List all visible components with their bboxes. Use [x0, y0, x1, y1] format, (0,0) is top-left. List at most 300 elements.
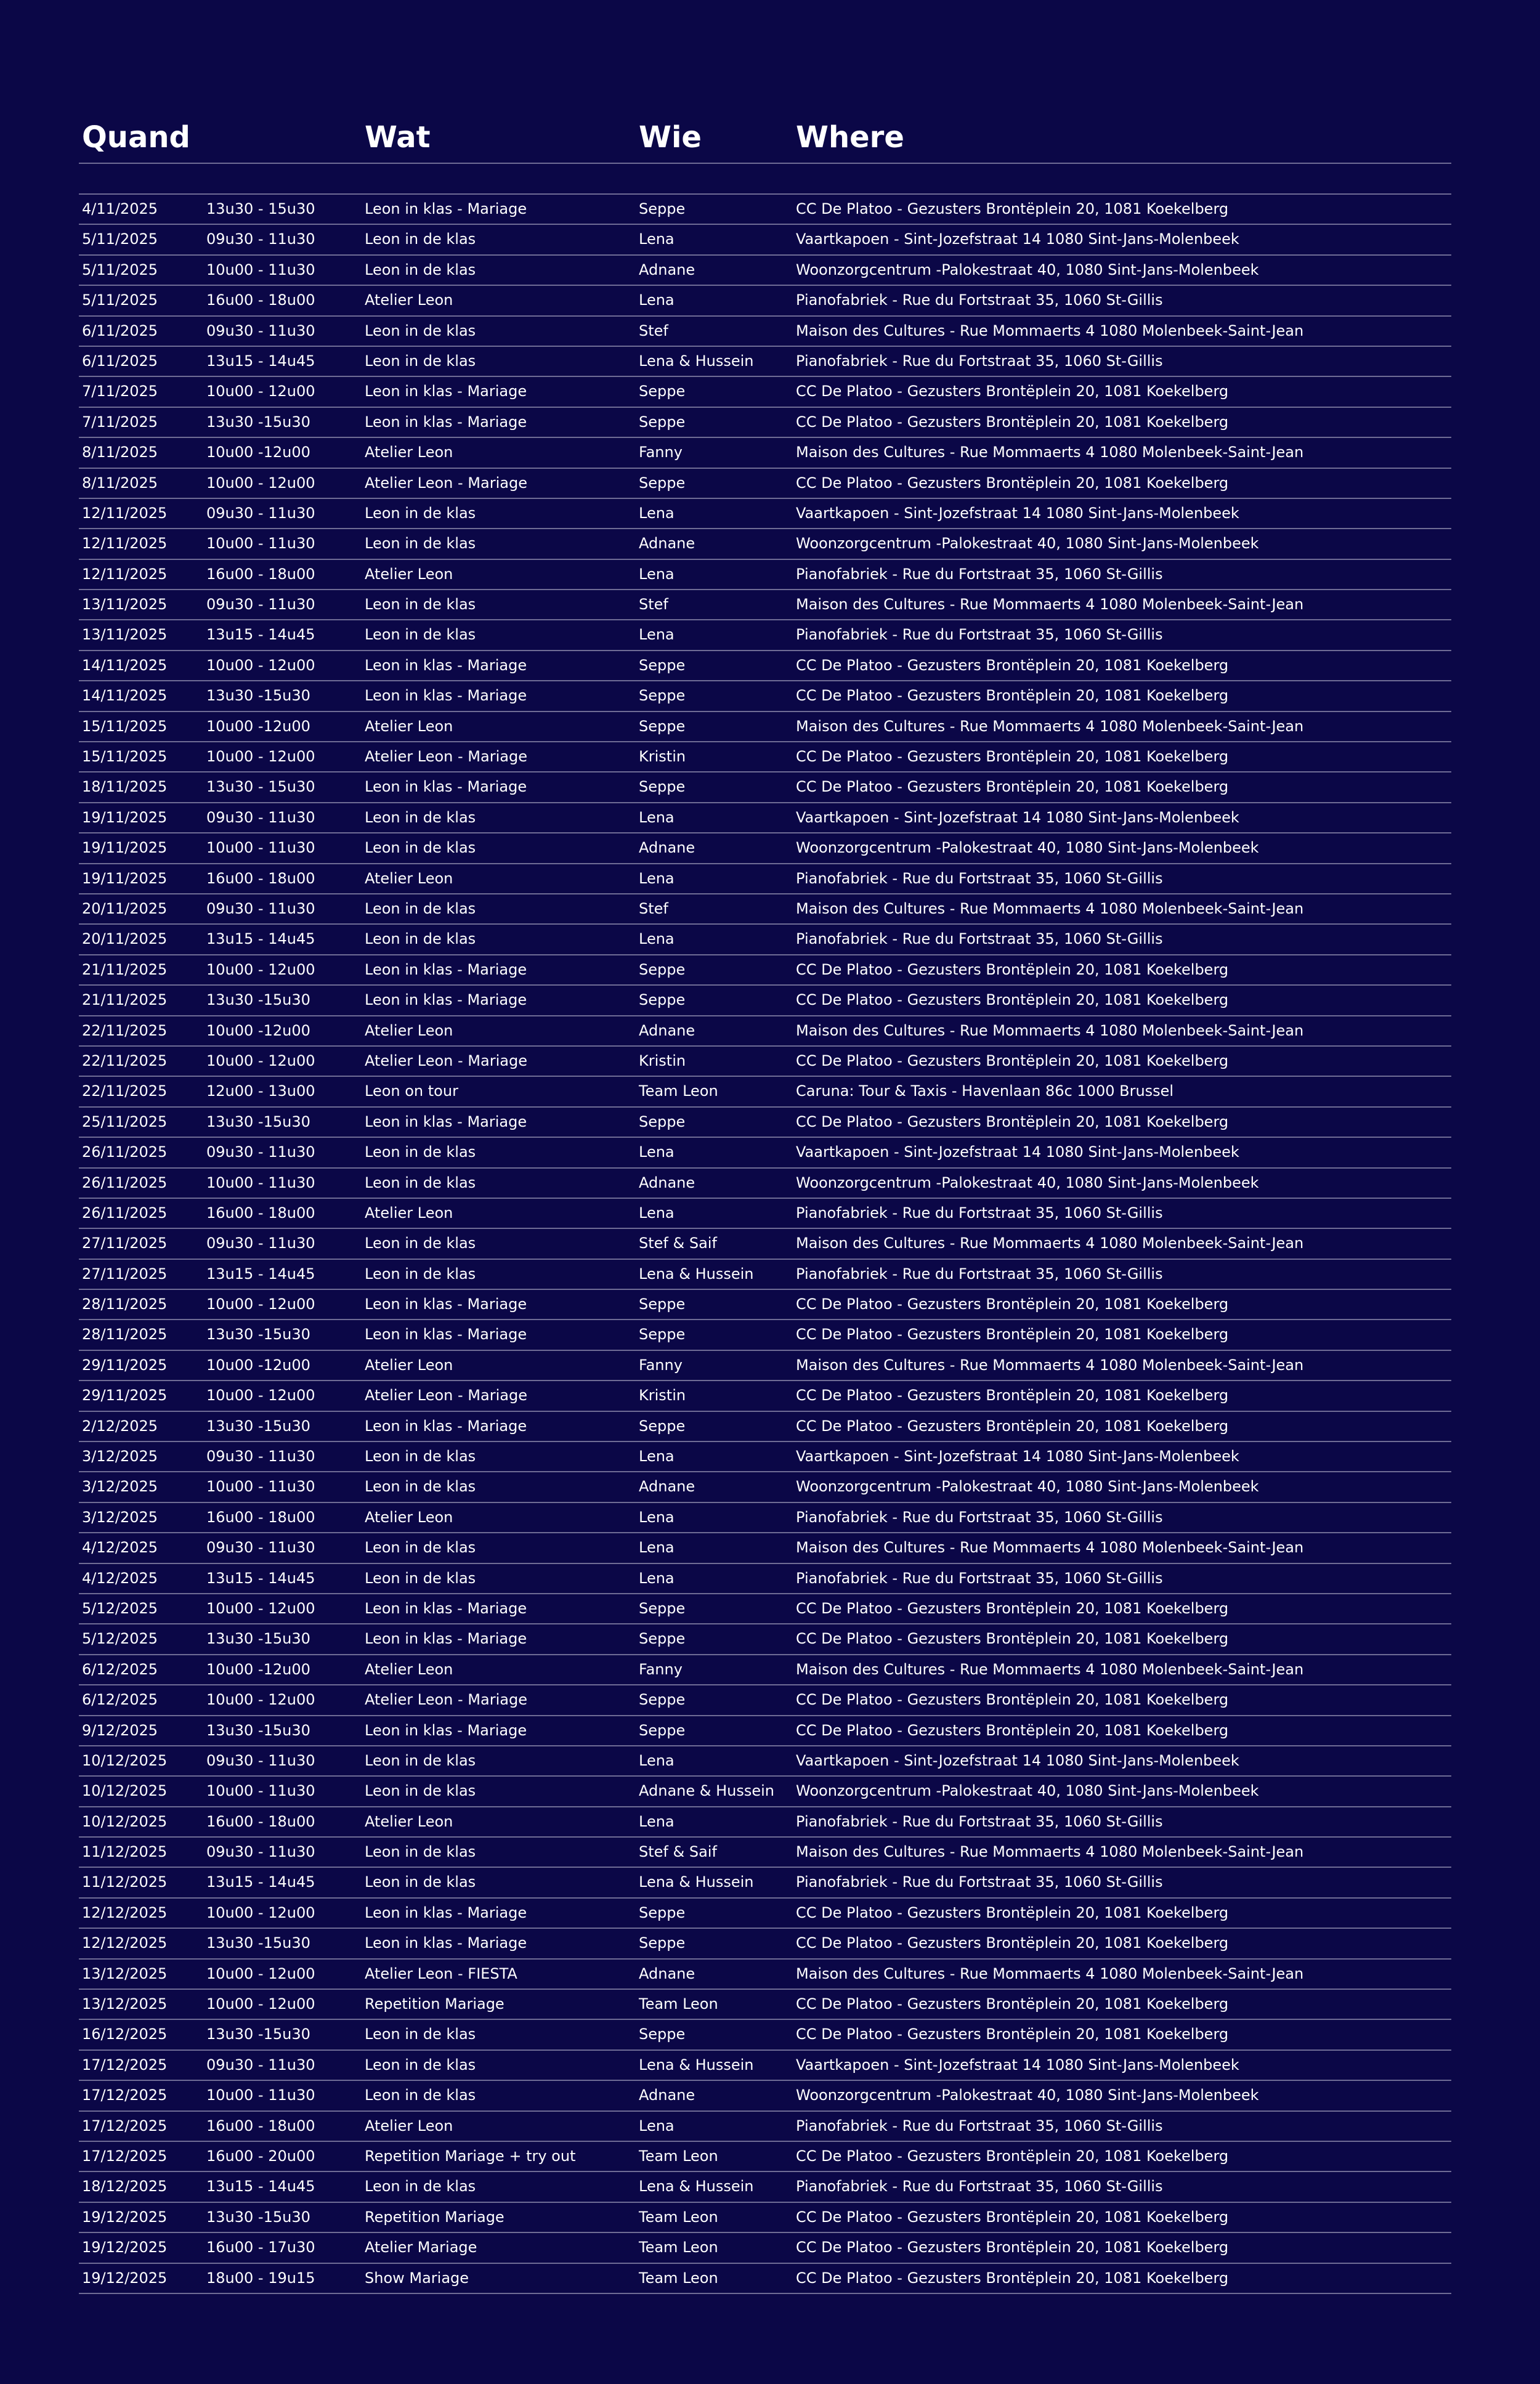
cell-time: 13u30 -15u30 [206, 413, 310, 431]
cell-wie: Seppe [639, 717, 686, 735]
cell-date: 29/11/2025 [82, 1356, 168, 1374]
cell-where: Woonzorgcentrum -Palokestraat 40, 1080 Sint-Jans-Molenbeek [796, 1174, 1259, 1191]
cell-wat: Atelier Leon [365, 717, 453, 735]
cell-wie: Stef [639, 596, 668, 614]
cell-wie: Stef & Saif [639, 1235, 717, 1252]
cell-date: 15/11/2025 [82, 748, 168, 766]
cell-date: 9/12/2025 [82, 1721, 158, 1739]
cell-date: 17/12/2025 [82, 2056, 168, 2074]
table-row [79, 286, 1451, 316]
cell-time: 10u00 - 11u30 [206, 261, 315, 278]
cell-date: 19/12/2025 [82, 2269, 168, 2287]
cell-time: 16u00 - 18u00 [206, 1204, 315, 1222]
cell-date: 3/12/2025 [82, 1478, 158, 1496]
table-row [79, 986, 1451, 1016]
cell-wie: Seppe [639, 1599, 686, 1617]
cell-wie: Stef [639, 322, 668, 339]
table-row [79, 2142, 1451, 2172]
cell-date: 19/12/2025 [82, 2239, 168, 2256]
cell-where: CC De Platoo - Gezusters Brontëplein 20, 1081 Koekelberg [796, 1295, 1229, 1313]
cell-where: CC De Platoo - Gezusters Brontëplein 20, 1081 Koekelberg [796, 2208, 1229, 2226]
cell-wie: Seppe [639, 413, 686, 431]
table-row [79, 1503, 1451, 1533]
cell-time: 09u30 - 11u30 [206, 1843, 315, 1861]
cell-where: CC De Platoo - Gezusters Brontëplein 20, 1081 Koekelberg [796, 200, 1229, 217]
table-row [79, 1351, 1451, 1381]
cell-where: Maison des Cultures - Rue Mommaerts 4 1080 Molenbeek-Saint-Jean [796, 444, 1304, 461]
cell-wie: Seppe [639, 474, 686, 492]
cell-wie: Seppe [639, 1326, 686, 1344]
cell-where: Maison des Cultures - Rue Mommaerts 4 1080 Molenbeek-Saint-Jean [796, 1021, 1304, 1039]
cell-wat: Atelier Leon [365, 2117, 453, 2135]
table-row [79, 1442, 1451, 1472]
cell-time: 16u00 - 18u00 [206, 2117, 315, 2135]
cell-date: 12/11/2025 [82, 565, 168, 583]
cell-wie: Lena [639, 2117, 675, 2135]
cell-time: 10u00 - 12u00 [206, 656, 315, 674]
cell-wat: Atelier Leon [365, 565, 453, 583]
cell-wie: Lena [639, 504, 675, 522]
cell-where: Vaartkapoen - Sint-Jozefstraat 14 1080 Sint-Jans-Molenbeek [796, 1448, 1239, 1466]
cell-where: CC De Platoo - Gezusters Brontëplein 20, 1081 Koekelberg [796, 1417, 1229, 1435]
cell-wie: Seppe [639, 1904, 686, 1921]
cell-time: 16u00 - 17u30 [206, 2239, 315, 2256]
cell-time: 13u30 -15u30 [206, 2208, 310, 2226]
cell-date: 19/12/2025 [82, 2208, 168, 2226]
cell-time: 10u00 -12u00 [206, 717, 310, 735]
cell-where: Maison des Cultures - Rue Mommaerts 4 1080 Molenbeek-Saint-Jean [796, 322, 1304, 339]
cell-wat: Leon in klas - Mariage [365, 687, 527, 705]
cell-wie: Lena [639, 930, 675, 948]
cell-wie: Lena [639, 626, 675, 644]
cell-date: 5/12/2025 [82, 1630, 158, 1648]
cell-wat: Leon in klas - Mariage [365, 656, 527, 674]
cell-date: 6/12/2025 [82, 1691, 158, 1709]
cell-wie: Kristin [639, 1387, 686, 1405]
cell-time: 10u00 -12u00 [206, 1660, 310, 1678]
cell-wat: Leon in klas - Mariage [365, 413, 527, 431]
cell-wie: Fanny [639, 1660, 683, 1678]
cell-time: 09u30 - 11u30 [206, 504, 315, 522]
cell-time: 13u15 - 14u45 [206, 626, 315, 644]
cell-where: CC De Platoo - Gezusters Brontëplein 20, 1081 Koekelberg [796, 1113, 1229, 1130]
cell-wat: Leon in de klas [365, 1265, 476, 1283]
table-row [79, 1320, 1451, 1350]
cell-date: 10/12/2025 [82, 1782, 168, 1800]
cell-wat: Leon in de klas [365, 2178, 476, 2195]
cell-wat: Atelier Leon [365, 1812, 453, 1830]
cell-wie: Adnane & Hussein [639, 1782, 775, 1800]
cell-wat: Leon in de klas [365, 1569, 476, 1587]
cell-wie: Lena [639, 565, 675, 583]
cell-wie: Lena & Hussein [639, 1265, 754, 1283]
cell-date: 19/11/2025 [82, 808, 168, 826]
cell-time: 13u30 -15u30 [206, 1417, 310, 1435]
cell-where: Vaartkapoen - Sint-Jozefstraat 14 1080 Sint-Jans-Molenbeek [796, 230, 1239, 248]
cell-wie: Kristin [639, 1052, 686, 1069]
cell-wat: Leon in klas - Mariage [365, 1904, 527, 1921]
cell-where: Pianofabriek - Rue du Fortstraat 35, 1060 St-Gillis [796, 869, 1163, 887]
cell-wat: Leon in de klas [365, 839, 476, 857]
cell-wie: Seppe [639, 1113, 686, 1130]
cell-time: 09u30 - 11u30 [206, 808, 315, 826]
table-row [79, 529, 1451, 559]
cell-wat: Leon in de klas [365, 1782, 476, 1800]
cell-time: 10u00 - 11u30 [206, 839, 315, 857]
cell-wie: Team Leon [639, 2239, 718, 2256]
cell-wie: Lena [639, 808, 675, 826]
cell-time: 16u00 - 18u00 [206, 1508, 315, 1526]
cell-time: 13u15 - 14u45 [206, 930, 315, 948]
cell-time: 09u30 - 11u30 [206, 230, 315, 248]
cell-wie: Lena [639, 869, 675, 887]
cell-time: 10u00 -12u00 [206, 1021, 310, 1039]
cell-time: 10u00 -12u00 [206, 1356, 310, 1374]
cell-wat: Leon in de klas [365, 1478, 476, 1496]
table-row [79, 195, 1451, 225]
cell-date: 19/11/2025 [82, 869, 168, 887]
table-row [79, 1047, 1451, 1077]
table-row [79, 1594, 1451, 1624]
cell-date: 11/12/2025 [82, 1843, 168, 1861]
cell-wie: Seppe [639, 2025, 686, 2043]
cell-wie: Seppe [639, 383, 686, 400]
table-row [79, 2264, 1451, 2294]
cell-date: 19/11/2025 [82, 839, 168, 857]
cell-wat: Leon in klas - Mariage [365, 991, 527, 1009]
cell-wie: Lena & Hussein [639, 2178, 754, 2195]
cell-wie: Team Leon [639, 1995, 718, 2013]
cell-time: 10u00 - 12u00 [206, 1964, 315, 1982]
cell-where: Maison des Cultures - Rue Mommaerts 4 1080 Molenbeek-Saint-Jean [796, 1964, 1304, 1982]
cell-time: 09u30 - 11u30 [206, 2056, 315, 2074]
cell-date: 3/12/2025 [82, 1508, 158, 1526]
cell-date: 12/12/2025 [82, 1934, 168, 1952]
cell-where: Woonzorgcentrum -Palokestraat 40, 1080 Sint-Jans-Molenbeek [796, 1782, 1259, 1800]
cell-time: 18u00 - 19u15 [206, 2269, 315, 2287]
cell-wie: Team Leon [639, 2208, 718, 2226]
cell-date: 5/11/2025 [82, 291, 158, 309]
cell-date: 4/12/2025 [82, 1569, 158, 1587]
cell-date: 18/11/2025 [82, 778, 168, 796]
cell-where: Vaartkapoen - Sint-Jozefstraat 14 1080 Sint-Jans-Molenbeek [796, 808, 1239, 826]
cell-wie: Stef & Saif [639, 1843, 717, 1861]
table-row [79, 1807, 1451, 1838]
table-row [79, 1412, 1451, 1442]
cell-date: 20/11/2025 [82, 930, 168, 948]
cell-time: 16u00 - 18u00 [206, 565, 315, 583]
table-row [79, 803, 1451, 833]
cell-date: 17/12/2025 [82, 2147, 168, 2165]
cell-wat: Leon in de klas [365, 1448, 476, 1466]
cell-wat: Atelier Leon [365, 1021, 453, 1039]
table-row [79, 1685, 1451, 1716]
cell-wat: Leon in de klas [365, 2056, 476, 2074]
cell-where: CC De Platoo - Gezusters Brontëplein 20, 1081 Koekelberg [796, 991, 1229, 1009]
cell-wat: Leon in de klas [365, 2086, 476, 2104]
cell-where: CC De Platoo - Gezusters Brontëplein 20, 1081 Koekelberg [796, 1995, 1229, 2013]
cell-where: Woonzorgcentrum -Palokestraat 40, 1080 Sint-Jans-Molenbeek [796, 839, 1259, 857]
cell-date: 11/12/2025 [82, 1873, 168, 1891]
cell-wie: Lena & Hussein [639, 1873, 754, 1891]
table-row [79, 833, 1451, 864]
cell-where: Pianofabriek - Rue du Fortstraat 35, 1060 St-Gillis [796, 1569, 1163, 1587]
cell-wie: Lena & Hussein [639, 352, 754, 370]
cell-date: 7/11/2025 [82, 383, 158, 400]
cell-wat: Leon in de klas [365, 2025, 476, 2043]
cell-time: 13u15 - 14u45 [206, 1265, 315, 1283]
cell-time: 09u30 - 11u30 [206, 1751, 315, 1769]
cell-time: 09u30 - 11u30 [206, 1448, 315, 1466]
table-header [79, 117, 1451, 164]
cell-date: 15/11/2025 [82, 717, 168, 735]
header-wie: Wie [639, 120, 702, 155]
table-row [79, 1624, 1451, 1655]
cell-time: 09u30 - 11u30 [206, 1143, 315, 1161]
cell-time: 13u30 -15u30 [206, 2025, 310, 2043]
cell-where: CC De Platoo - Gezusters Brontëplein 20, 1081 Koekelberg [796, 1052, 1229, 1069]
cell-wie: Seppe [639, 687, 686, 705]
cell-date: 8/11/2025 [82, 474, 158, 492]
cell-time: 13u30 -15u30 [206, 1630, 310, 1648]
cell-time: 09u30 - 11u30 [206, 596, 315, 614]
cell-time: 16u00 - 18u00 [206, 1812, 315, 1830]
cell-date: 4/11/2025 [82, 200, 158, 217]
cell-wat: Leon in de klas [365, 596, 476, 614]
table-row [79, 2081, 1451, 2111]
cell-time: 10u00 - 12u00 [206, 1599, 315, 1617]
cell-where: CC De Platoo - Gezusters Brontëplein 20, 1081 Koekelberg [796, 778, 1229, 796]
cell-wie: Seppe [639, 960, 686, 978]
cell-where: Pianofabriek - Rue du Fortstraat 35, 1060 St-Gillis [796, 1873, 1163, 1891]
cell-date: 5/12/2025 [82, 1599, 158, 1617]
cell-where: Pianofabriek - Rue du Fortstraat 35, 1060 St-Gillis [796, 565, 1163, 583]
cell-wie: Adnane [639, 1174, 695, 1191]
cell-wat: Leon in de klas [365, 1873, 476, 1891]
cell-where: CC De Platoo - Gezusters Brontëplein 20, 1081 Koekelberg [796, 687, 1229, 705]
table-row [79, 2112, 1451, 2142]
cell-wie: Lena [639, 1204, 675, 1222]
cell-time: 10u00 - 12u00 [206, 474, 315, 492]
cell-where: CC De Platoo - Gezusters Brontëplein 20, 1081 Koekelberg [796, 1934, 1229, 1952]
cell-date: 29/11/2025 [82, 1387, 168, 1405]
cell-time: 10u00 - 11u30 [206, 535, 315, 553]
cell-where: Pianofabriek - Rue du Fortstraat 35, 1060 St-Gillis [796, 291, 1163, 309]
cell-time: 10u00 - 11u30 [206, 1174, 315, 1191]
cell-wat: Atelier Leon - FIESTA [365, 1964, 517, 1982]
cell-where: Pianofabriek - Rue du Fortstraat 35, 1060 St-Gillis [796, 626, 1163, 644]
cell-wat: Leon in de klas [365, 261, 476, 278]
cell-time: 13u30 -15u30 [206, 1326, 310, 1344]
cell-where: CC De Platoo - Gezusters Brontëplein 20, 1081 Koekelberg [796, 748, 1229, 766]
cell-date: 26/11/2025 [82, 1204, 168, 1222]
table-row [79, 317, 1451, 347]
cell-date: 6/11/2025 [82, 352, 158, 370]
cell-where: CC De Platoo - Gezusters Brontëplein 20, 1081 Koekelberg [796, 1387, 1229, 1405]
cell-wat: Atelier Mariage [365, 2239, 477, 2256]
table-row [79, 1260, 1451, 1290]
table-row [79, 1868, 1451, 1898]
table-row [79, 925, 1451, 955]
cell-date: 6/11/2025 [82, 322, 158, 339]
cell-wie: Lena [639, 1539, 675, 1557]
cell-time: 10u00 -12u00 [206, 444, 310, 461]
table-row [79, 681, 1451, 712]
cell-wie: Adnane [639, 2086, 695, 2104]
cell-time: 10u00 - 11u30 [206, 1478, 315, 1496]
cell-where: Maison des Cultures - Rue Mommaerts 4 1080 Molenbeek-Saint-Jean [796, 1356, 1304, 1374]
table-row [79, 1838, 1451, 1868]
cell-wie: Lena [639, 1143, 675, 1161]
cell-wie: Lena [639, 1569, 675, 1587]
table-row [79, 1108, 1451, 1138]
cell-where: CC De Platoo - Gezusters Brontëplein 20, 1081 Koekelberg [796, 656, 1229, 674]
cell-where: Pianofabriek - Rue du Fortstraat 35, 1060 St-Gillis [796, 1508, 1163, 1526]
cell-wie: Lena [639, 1448, 675, 1466]
cell-where: Maison des Cultures - Rue Mommaerts 4 1080 Molenbeek-Saint-Jean [796, 899, 1304, 917]
cell-wie: Adnane [639, 1478, 695, 1496]
cell-date: 7/11/2025 [82, 413, 158, 431]
cell-date: 12/12/2025 [82, 1904, 168, 1921]
cell-time: 13u30 -15u30 [206, 991, 310, 1009]
cell-time: 13u15 - 14u45 [206, 1569, 315, 1587]
table-row [79, 469, 1451, 499]
cell-time: 10u00 - 12u00 [206, 1995, 315, 2013]
cell-date: 3/12/2025 [82, 1448, 158, 1466]
cell-where: CC De Platoo - Gezusters Brontëplein 20, 1081 Koekelberg [796, 1904, 1229, 1921]
cell-where: CC De Platoo - Gezusters Brontëplein 20, 1081 Koekelberg [796, 1721, 1229, 1739]
cell-wat: Leon in klas - Mariage [365, 1630, 527, 1648]
cell-wie: Fanny [639, 444, 683, 461]
cell-where: Maison des Cultures - Rue Mommaerts 4 1080 Molenbeek-Saint-Jean [796, 596, 1304, 614]
table-row [79, 1381, 1451, 1411]
cell-time: 10u00 - 11u30 [206, 2086, 315, 2104]
cell-wat: Leon in klas - Mariage [365, 1295, 527, 1313]
cell-wat: Atelier Leon - Mariage [365, 1052, 527, 1069]
cell-where: CC De Platoo - Gezusters Brontëplein 20, 1081 Koekelberg [796, 960, 1229, 978]
cell-date: 26/11/2025 [82, 1174, 168, 1191]
cell-date: 13/12/2025 [82, 1964, 168, 1982]
cell-wie: Lena [639, 1751, 675, 1769]
cell-wat: Atelier Leon - Mariage [365, 474, 527, 492]
cell-time: 13u30 -15u30 [206, 1934, 310, 1952]
cell-date: 17/12/2025 [82, 2086, 168, 2104]
table-row [79, 2233, 1451, 2263]
cell-time: 10u00 - 12u00 [206, 1052, 315, 1069]
cell-wie: Team Leon [639, 2147, 718, 2165]
table-row [79, 2051, 1451, 2081]
cell-date: 6/12/2025 [82, 1660, 158, 1678]
cell-where: Pianofabriek - Rue du Fortstraat 35, 1060 St-Gillis [796, 352, 1163, 370]
table-row [79, 1016, 1451, 1047]
cell-time: 10u00 - 12u00 [206, 383, 315, 400]
cell-where: Woonzorgcentrum -Palokestraat 40, 1080 Sint-Jans-Molenbeek [796, 535, 1259, 553]
cell-wat: Leon in klas - Mariage [365, 1113, 527, 1130]
table-row [79, 1077, 1451, 1107]
cell-time: 13u30 - 15u30 [206, 200, 315, 217]
table-row [79, 408, 1451, 438]
cell-date: 21/11/2025 [82, 991, 168, 1009]
cell-wat: Leon in klas - Mariage [365, 1326, 527, 1344]
table-row [79, 1533, 1451, 1563]
cell-date: 8/11/2025 [82, 444, 158, 461]
cell-wat: Leon in de klas [365, 535, 476, 553]
cell-date: 17/12/2025 [82, 2117, 168, 2135]
cell-where: Woonzorgcentrum -Palokestraat 40, 1080 Sint-Jans-Molenbeek [796, 2086, 1259, 2104]
cell-wat: Show Mariage [365, 2269, 469, 2287]
cell-time: 10u00 - 12u00 [206, 748, 315, 766]
cell-wie: Seppe [639, 1417, 686, 1435]
cell-wat: Leon in de klas [365, 1843, 476, 1861]
cell-wat: Leon in de klas [365, 1143, 476, 1161]
cell-date: 28/11/2025 [82, 1326, 168, 1344]
table-row [79, 1138, 1451, 1168]
cell-wat: Leon in de klas [365, 1751, 476, 1769]
cell-where: Maison des Cultures - Rue Mommaerts 4 1080 Molenbeek-Saint-Jean [796, 717, 1304, 735]
cell-time: 09u30 - 11u30 [206, 1235, 315, 1252]
cell-wat: Atelier Leon [365, 291, 453, 309]
cell-time: 12u00 - 13u00 [206, 1082, 315, 1100]
cell-time: 13u15 - 14u45 [206, 2178, 315, 2195]
cell-wat: Atelier Leon [365, 444, 453, 461]
table-row [79, 590, 1451, 620]
cell-wat: Leon in de klas [365, 626, 476, 644]
table-row [79, 955, 1451, 986]
table-row [79, 2203, 1451, 2233]
cell-where: Maison des Cultures - Rue Mommaerts 4 1080 Molenbeek-Saint-Jean [796, 1539, 1304, 1557]
cell-date: 10/12/2025 [82, 1812, 168, 1830]
cell-wie: Lena & Hussein [639, 2056, 754, 2074]
cell-wat: Atelier Leon - Mariage [365, 1691, 527, 1709]
cell-where: Vaartkapoen - Sint-Jozefstraat 14 1080 Sint-Jans-Molenbeek [796, 2056, 1239, 2074]
cell-wat: Atelier Leon [365, 869, 453, 887]
table-row [79, 1746, 1451, 1777]
table-row [79, 2020, 1451, 2050]
cell-where: Woonzorgcentrum -Palokestraat 40, 1080 Sint-Jans-Molenbeek [796, 261, 1259, 278]
cell-date: 14/11/2025 [82, 687, 168, 705]
cell-wat: Atelier Leon [365, 1508, 453, 1526]
cell-wat: Leon in de klas [365, 322, 476, 339]
cell-date: 22/11/2025 [82, 1082, 168, 1100]
table-row [79, 1229, 1451, 1259]
table-row [79, 560, 1451, 590]
table-row [79, 2172, 1451, 2202]
cell-date: 25/11/2025 [82, 1113, 168, 1130]
cell-where: Pianofabriek - Rue du Fortstraat 35, 1060 St-Gillis [796, 2117, 1163, 2135]
cell-wie: Lena [639, 230, 675, 248]
schedule-table [79, 195, 1451, 2294]
table-row [79, 1990, 1451, 2020]
cell-where: Vaartkapoen - Sint-Jozefstraat 14 1080 Sint-Jans-Molenbeek [796, 1751, 1239, 1769]
cell-wat: Leon in de klas [365, 1235, 476, 1252]
cell-date: 21/11/2025 [82, 960, 168, 978]
cell-time: 13u30 -15u30 [206, 1721, 310, 1739]
table-row [79, 712, 1451, 742]
table-row [79, 894, 1451, 925]
table-row [79, 256, 1451, 286]
cell-wat: Leon in klas - Mariage [365, 960, 527, 978]
cell-time: 13u15 - 14u45 [206, 1873, 315, 1891]
cell-date: 13/12/2025 [82, 1995, 168, 2013]
cell-wie: Seppe [639, 1721, 686, 1739]
cell-where: Maison des Cultures - Rue Mommaerts 4 1080 Molenbeek-Saint-Jean [796, 1843, 1304, 1861]
cell-wat: Repetition Mariage + try out [365, 2147, 576, 2165]
cell-date: 22/11/2025 [82, 1021, 168, 1039]
cell-date: 12/11/2025 [82, 504, 168, 522]
table-row [79, 1169, 1451, 1199]
cell-where: Pianofabriek - Rue du Fortstraat 35, 1060 St-Gillis [796, 930, 1163, 948]
cell-where: Pianofabriek - Rue du Fortstraat 35, 1060 St-Gillis [796, 1265, 1163, 1283]
